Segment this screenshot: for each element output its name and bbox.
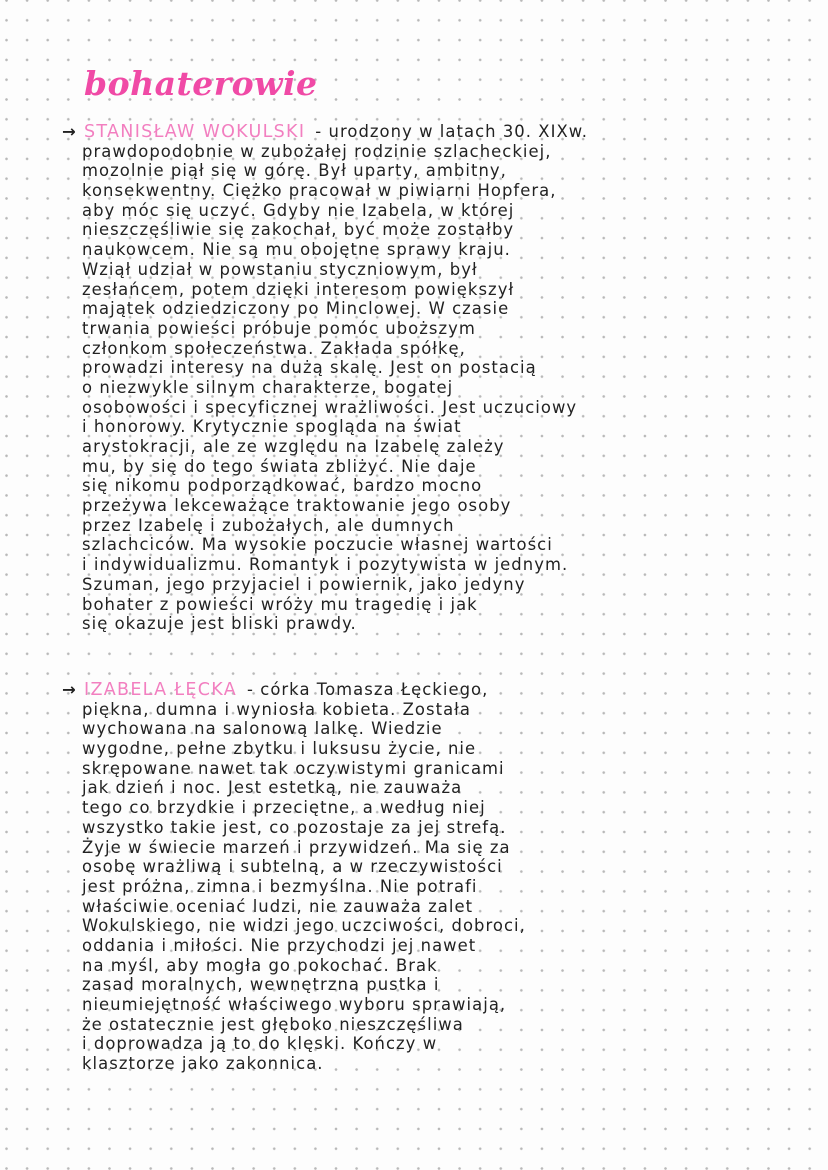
text-line: o niezwykle silnym charakterze, bogatej (82, 377, 454, 397)
text-line: zasad moralnych, wewnętrzna pustka i (82, 975, 440, 995)
text-line: osobowości i specyficznej wrażliwości. Jest uczuciowy (82, 397, 578, 417)
text-line: Wziął udział w powstaniu styczniowym, był (82, 259, 478, 279)
text-line: aby móc się uczyć. Gdyby nie Izabela, w której (82, 200, 515, 220)
text-line: jest próżna, zimna i bezmyślna. Nie potrafi (82, 876, 478, 896)
text-line: bohater z powieści wróży mu tragedię i jak (82, 594, 478, 614)
text-line: się okazuje jest bliski prawdy. (82, 614, 357, 634)
character-section-lecka (62, 680, 778, 1074)
text-line: nieumiejętność właściwego wyboru sprawiają, (82, 995, 507, 1014)
text-line: klasztorze jako zakonnica. (82, 1054, 324, 1074)
text-line: tego co brzydkie i przeciętne, a według niej (82, 798, 486, 818)
text-line: się nikomu podporządkować, bardzo mocno (82, 476, 483, 496)
text-line: prowadzi interesy na dużą skalę. Jest on postacią (82, 358, 537, 378)
text-line: - urodzony w latach 30. XIXw. (315, 122, 588, 141)
character-description (62, 680, 778, 1074)
text-line: oddania i miłości. Nie przychodzi jej nawet (82, 935, 477, 955)
text-line: na myśl, aby mogła go pokochać. Brak (82, 955, 438, 975)
text-line: Wokulskiego, nie widzi jego uczciwości, dobroci, (82, 916, 526, 936)
text-line: szlachciców. Ma wysokie poczucie własnej wartości (82, 535, 553, 555)
text-line: i indywidualizmu. Romantyk i pozytywista w jednym. (82, 555, 569, 575)
text-line: konsekwentny. Ciężko pracował w piwiarni Hopfera, (82, 181, 557, 201)
text-line: wygodne, pełne zbytku i luksusu życie, nie (82, 739, 477, 759)
character-heading-line (62, 680, 778, 700)
text-line: - córka Tomasza Łęckiego, (247, 680, 489, 699)
text-line: jak dzień i noc. Jest estetką, nie zauważa (82, 778, 463, 798)
text-line: Żyje w świecie marzeń i przywidzeń. Ma się za (82, 837, 511, 857)
text-line: nieszczęśliwie się zakochał, być może zostałby (82, 220, 515, 240)
character-section-wokulski (62, 122, 778, 634)
text-line: majątek odziedziczony po Minclowej. W czasie (82, 299, 510, 319)
text-line: prawdopodobnie w zubożałej rodzinie szlacheckiej, (82, 141, 552, 161)
text-line: członkom społeczeństwa. Zakłada spółkę, (82, 338, 466, 358)
text-line: piękna, dumna i wyniosła kobieta. Została (82, 699, 471, 719)
text-line: że ostatecznie jest głęboko nieszczęśliwa (82, 1014, 464, 1034)
text-line: naukowcem. Nie są mu obojętne sprawy kraju. (82, 240, 511, 260)
page-title: bohaterowie (84, 64, 318, 103)
text-line: przez Izabelę i zubożałych, ale dumnych (82, 515, 455, 535)
text-line: arystokracji, ale ze względu na Izabelę zależy (82, 437, 505, 456)
text-line: skrępowane nawet tak oczywistymi granicami (82, 758, 505, 778)
character-name: STANISŁAW WOKULSKI (84, 122, 306, 142)
text-line: Szuman, jego przyjaciel i powiernik, jako jedyny (82, 574, 526, 594)
character-heading-line (62, 122, 778, 142)
text-line: trwania powieści próbuje pomóc uboższym (82, 318, 476, 338)
text-line: osobę wrażliwą i subtelną, a w rzeczywistości (82, 857, 503, 877)
character-name: IZABELA ŁĘCKA (84, 680, 238, 700)
text-line: właściwie oceniać ludzi, nie zauważa zalet (82, 896, 474, 916)
text-line: i honorowy. Krytycznie spogląda na świat (82, 417, 462, 437)
arrow-icon: → (62, 680, 77, 699)
text-line: wszystko takie jest, co pozostaje za jej strefą. (82, 817, 507, 837)
text-line: mozolnie piął się w górę. Był uparty, ambitny, (82, 161, 507, 181)
text-line: przeżywa lekceważące traktowanie jego osoby (82, 496, 512, 516)
text-line: mu, by się do tego świata zbliżyć. Nie daje (82, 456, 477, 476)
text-line: wychowana na salonową lalkę. Wiedzie (82, 719, 443, 739)
character-description (62, 122, 778, 634)
arrow-icon: → (62, 122, 77, 141)
text-line: i doprowadza ją to do klęski. Kończy w (82, 1034, 438, 1054)
text-line: zesłańcem, potem dzięki interesom powiększył (82, 279, 515, 299)
